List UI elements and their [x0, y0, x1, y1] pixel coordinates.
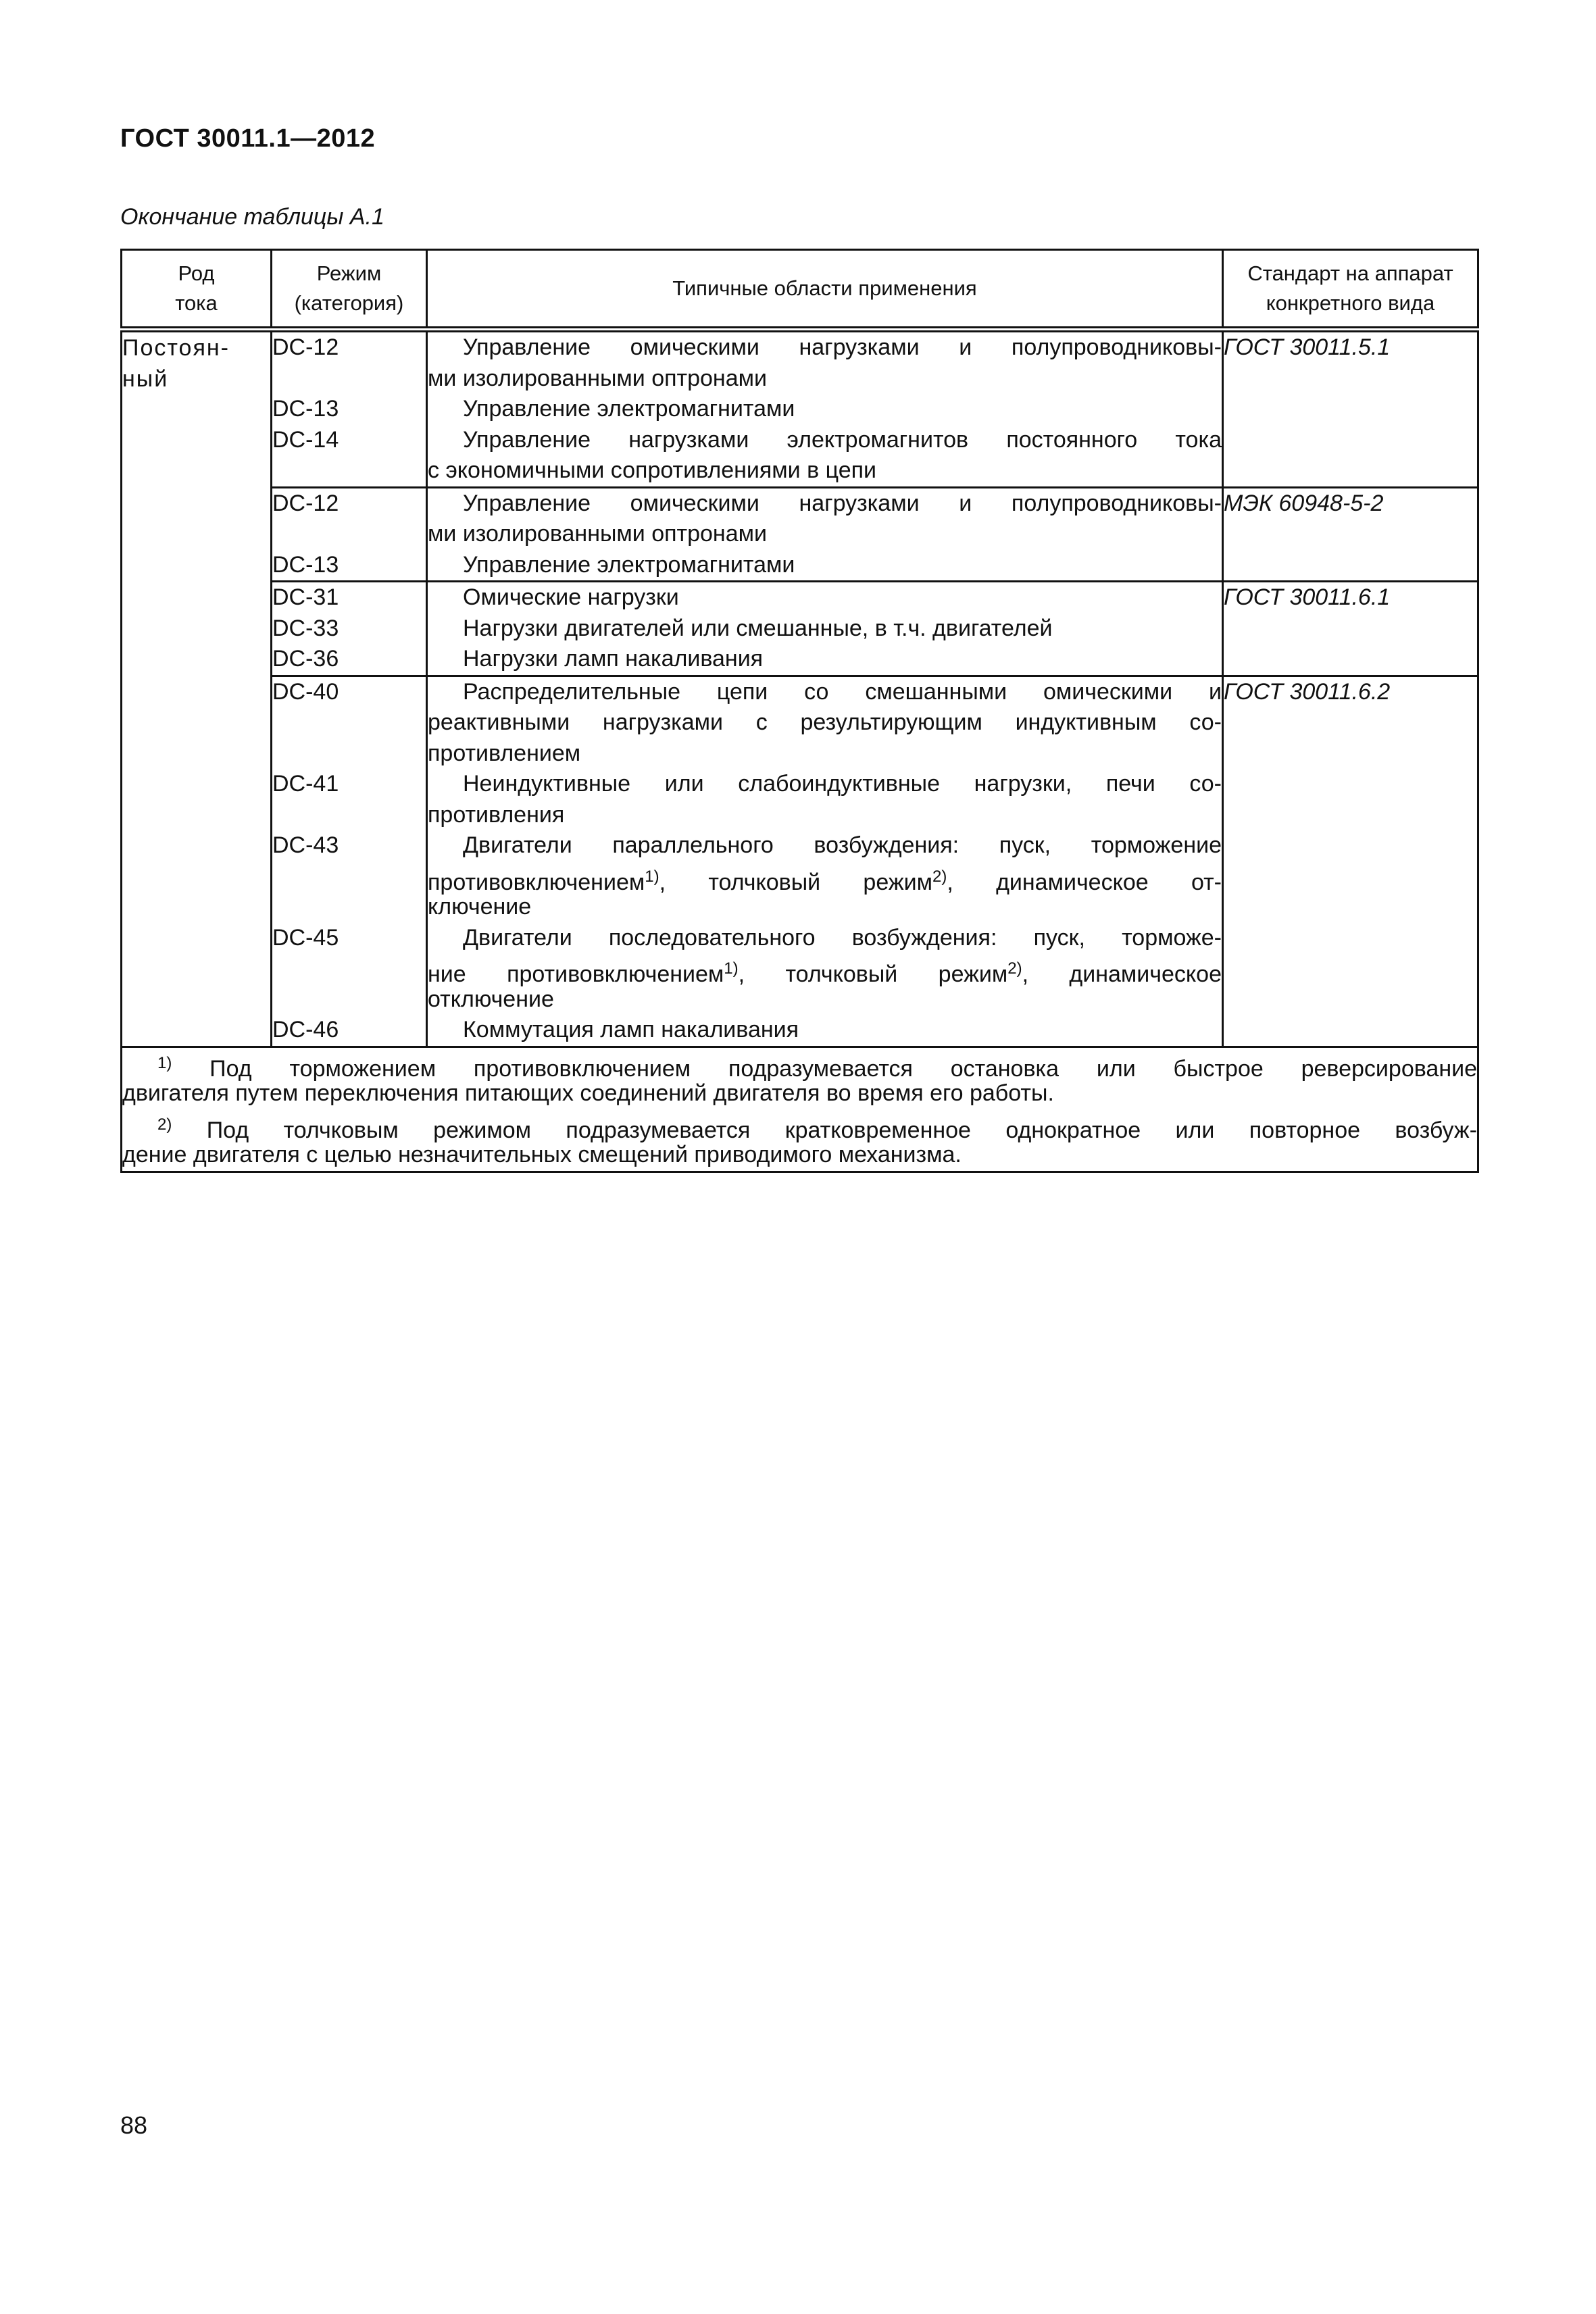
mode-code	[272, 707, 426, 738]
table-row	[122, 582, 1478, 676]
header-current-type	[122, 250, 272, 330]
standards-table	[120, 249, 1479, 1173]
footnote-line: дение двигателя с целью незначительных смещений приводимого механизма.	[122, 1142, 962, 1167]
header-line: конкретного вида	[1266, 291, 1435, 315]
page-number: 88	[120, 2111, 148, 2139]
footnotes-cell	[122, 1047, 1478, 1172]
header-line: Стандарт на аппарат	[1247, 261, 1453, 285]
application-line: противлением	[428, 740, 581, 766]
application-line: Управление электромагнитами	[463, 396, 795, 422]
footnote-line: $^{1)}$ Под торможением противовключением подразумевается остановка или быстрое реверсирование	[157, 1053, 1477, 1082]
table-row	[122, 676, 1478, 1047]
applications-cell	[427, 676, 1223, 1047]
table-row	[122, 330, 1478, 488]
table-header-row	[122, 250, 1478, 330]
header-line: Режим	[316, 261, 382, 285]
mode-code: DC-12	[272, 334, 339, 360]
applications-cell	[427, 330, 1223, 488]
footnote-row	[122, 1047, 1478, 1172]
footnote-marker: 1)	[645, 867, 659, 886]
footnote-marker: 2)	[932, 867, 947, 886]
modes-cell	[272, 487, 427, 582]
application-line: Управление омическими нагрузками и полупроводниковы-	[463, 334, 1222, 360]
mode-code: DC-13	[272, 396, 339, 422]
standard-cell: МЭК 60948-5-2	[1223, 487, 1478, 582]
mode-code: DC-31	[272, 584, 339, 610]
mode-code: DC-40	[272, 678, 339, 705]
current-type-line: ный	[122, 366, 169, 392]
mode-code	[272, 861, 426, 892]
header-applications	[427, 250, 1223, 330]
application-line: Коммутация ламп накаливания	[463, 1017, 799, 1042]
footnote-line: $^{2)}$ Под толчковым режимом подразумевается кратковременное однократное или повторное возбуж-	[157, 1115, 1477, 1143]
footnote-marker: 1)	[724, 959, 739, 978]
standard-cell: ГОСТ 30011.6.2	[1223, 676, 1478, 1047]
application-line: противовключением$^{1)}$, толчковый режим$^{2)}$, динамическое от-	[428, 867, 1222, 895]
application-line: с экономичными сопротивлениями в цепи	[428, 457, 877, 483]
application-line: отключение	[428, 986, 554, 1012]
mode-code: DC-36	[272, 646, 339, 672]
mode-code	[272, 455, 426, 486]
application-line: Управление электромагнитами	[463, 551, 795, 578]
header-standard	[1223, 250, 1478, 330]
applications-cell	[427, 582, 1223, 676]
header-mode	[272, 250, 427, 330]
mode-code	[272, 738, 426, 770]
document-header: ГОСТ 30011.1—2012	[120, 124, 376, 153]
header-line: Типичные области применения	[672, 276, 977, 300]
table-row	[122, 487, 1478, 582]
footnote-line: двигателя путем переключения питающих соединений двигателя во время его работы.	[122, 1080, 1054, 1106]
mode-code	[272, 892, 426, 923]
mode-code: DC-12	[272, 490, 339, 516]
application-line: ми изолированными оптронами	[428, 521, 767, 547]
applications-cell	[427, 487, 1223, 582]
application-line: ключение	[428, 894, 532, 920]
mode-code: DC-43	[272, 832, 339, 858]
mode-code: DC-46	[272, 1017, 339, 1042]
current-type-cell	[122, 330, 272, 1047]
mode-code	[272, 984, 426, 1015]
standard-cell: ГОСТ 30011.5.1	[1223, 330, 1478, 488]
application-line: ние противовключением$^{1)}$, толчковый режим$^{2)}$, динамическое	[428, 959, 1222, 987]
application-line: ми изолированными оптронами	[428, 365, 767, 391]
current-type-line: Постоян-	[122, 335, 230, 361]
application-line: Управление нагрузками электромагнитов постоянного тока	[463, 426, 1222, 453]
mode-code: DC-14	[272, 426, 339, 453]
modes-cell	[272, 676, 427, 1047]
table-caption: Окончание таблицы А.1	[120, 204, 384, 230]
header-line: тока	[175, 291, 218, 315]
mode-code	[272, 953, 426, 984]
application-line: Неиндуктивные или слабоиндуктивные нагрузки, печи со-	[463, 771, 1222, 797]
application-line: реактивными нагрузками с результирующим индуктивным со-	[428, 709, 1222, 735]
mode-code	[272, 800, 426, 831]
header-line: Род	[178, 261, 215, 285]
modes-cell	[272, 330, 427, 488]
footnote-marker: 1)	[157, 1053, 172, 1072]
application-line: Нагрузки ламп накаливания	[463, 646, 764, 672]
application-line: Двигатели параллельного возбуждения: пуск, торможение	[463, 832, 1222, 858]
footnote-marker: 2)	[1007, 959, 1022, 978]
mode-code: DC-13	[272, 551, 339, 578]
application-line: противления	[428, 801, 565, 828]
application-line: Омические нагрузки	[463, 584, 679, 610]
header-line: (категория)	[294, 291, 404, 315]
mode-code: DC-33	[272, 615, 339, 641]
mode-code	[272, 519, 426, 550]
standard-cell: ГОСТ 30011.6.1	[1223, 582, 1478, 676]
mode-code: DC-41	[272, 771, 339, 797]
application-line: Управление омическими нагрузками и полупроводниковы-	[463, 490, 1222, 516]
mode-code	[272, 363, 426, 395]
mode-code: DC-45	[272, 924, 339, 951]
application-line: Двигатели последовательного возбуждения: пуск, торможе-	[463, 924, 1222, 951]
application-line: Распределительные цепи со смешанными омическими и	[463, 678, 1222, 705]
modes-cell	[272, 582, 427, 676]
application-line: Нагрузки двигателей или смешанные, в т.ч. двигателей	[463, 615, 1053, 641]
footnote-marker: 2)	[157, 1115, 172, 1134]
